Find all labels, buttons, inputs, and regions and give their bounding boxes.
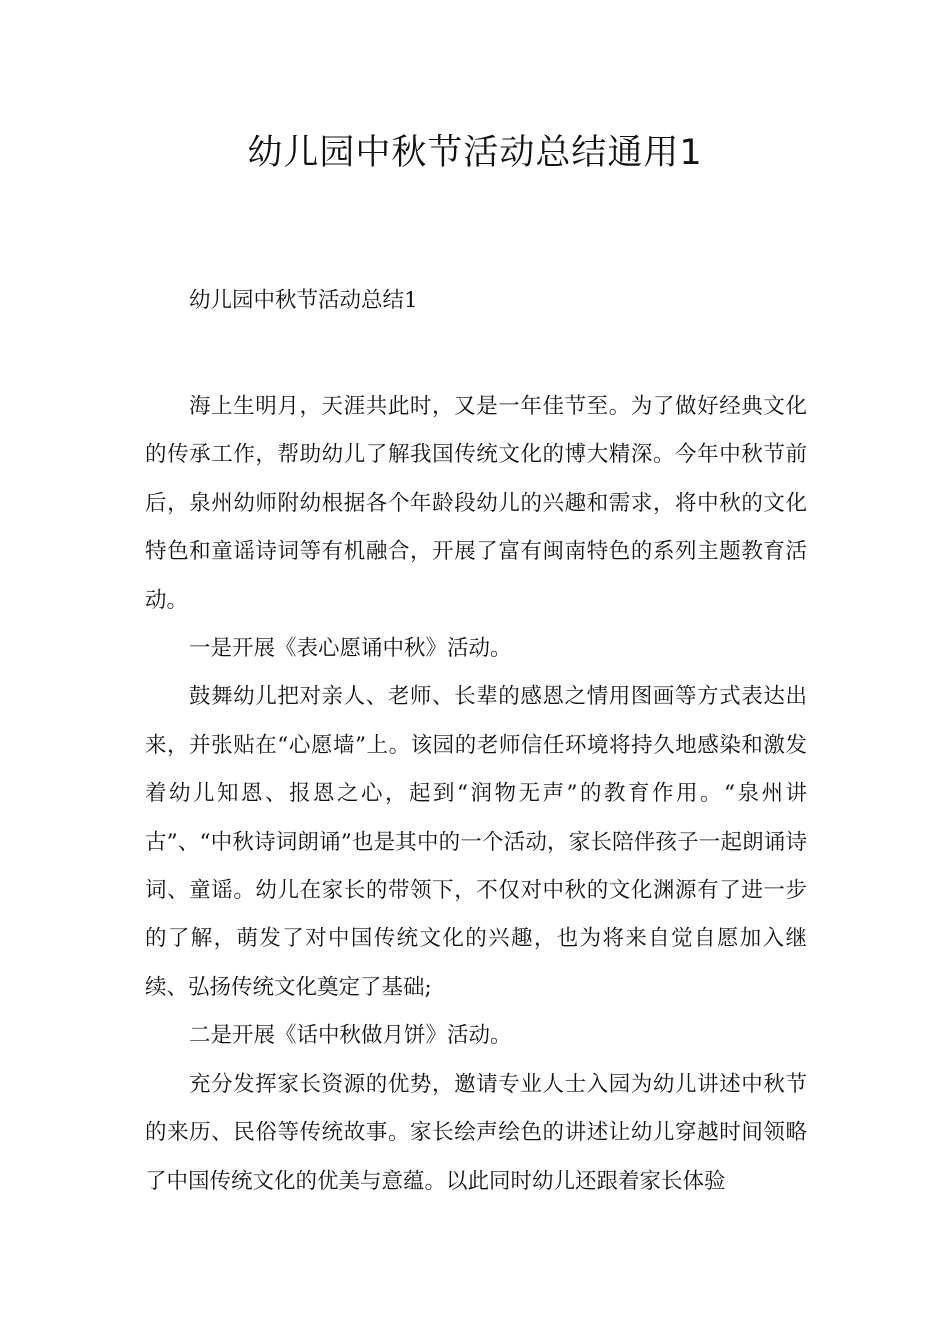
paragraph-activity-two-body: 充分发挥家长资源的优势，邀请专业人士入园为幼儿讲述中秋节的来历、民俗等传统故事。家长绘声绘色的讲述让幼儿穿越时间领略了中国传统文化的优美与意蕴。以此同时幼儿还跟着家长体验 [145, 1071, 807, 1194]
document-subtitle: 幼儿园中秋节活动总结1 [189, 288, 418, 313]
paragraph-activity-two-heading: 二是开展《话中秋做月饼》活动。 [189, 1023, 512, 1049]
paragraph-activity-one-heading: 一是开展《表心愿诵中秋》活动。 [189, 636, 512, 662]
paragraph-activity-one-body: 鼓舞幼儿把对亲人、老师、长辈的感恩之情用图画等方式表达出来，并张贴在“心愿墙”上。该园的老师信任环境将持久地感染和激发着幼儿知恩、报恩之心，起到“润物无声”的教育作用。“泉州讲古”、“中秋诗词朗诵”也是其中的一个活动，家长陪伴孩子一起朗诵诗词、童谣。幼儿在家长的带领下，不仅对中秋的文化渊源有了进一步的了解，萌发了对中国传统文化的兴趣，也为将来自觉自愿加入继续、弘扬传统文化奠定了基础; [145, 684, 807, 1000]
paragraph-intro: 海上生明月，天涯共此时，又是一年佳节至。为了做好经典文化的传承工作，帮助幼儿了解我国传统文化的博大精深。今年中秋节前后，泉州幼师附幼根据各个年龄段幼儿的兴趣和需求，将中秋的文化特色和童谣诗词等有机融合，开展了富有闽南特色的系列主题教育活动。 [145, 394, 807, 613]
document-body [145, 383, 807, 1206]
document-title: 幼儿园中秋节活动总结通用1 [247, 133, 703, 173]
